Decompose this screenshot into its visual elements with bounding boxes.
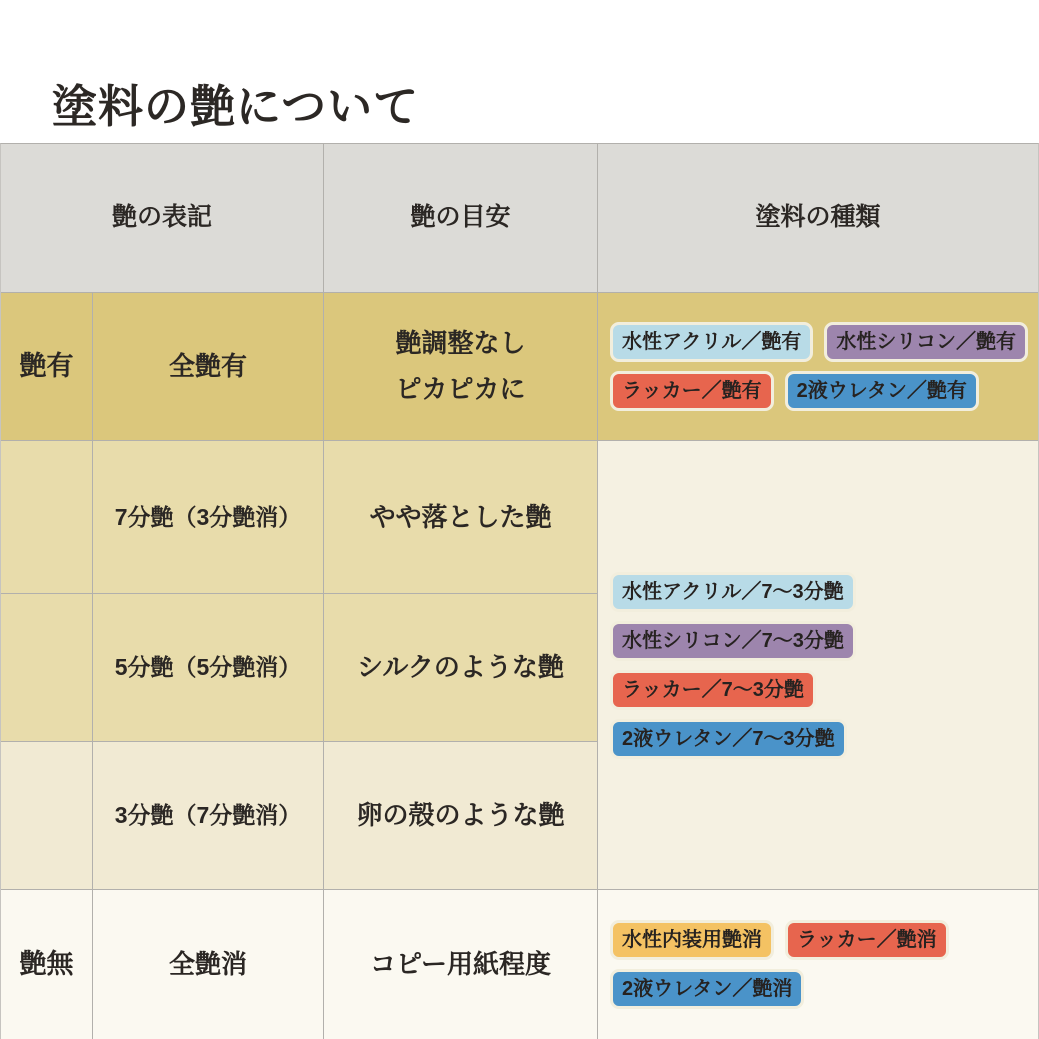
- cell-badges-matte: [598, 890, 1038, 1039]
- badge-water-silicone-glossy: 水性シリコン／艶有: [824, 322, 1028, 362]
- cell-category-matte: 艶無: [1, 890, 92, 1039]
- badge-lacquer-semi: ラッカー／7〜3分艶: [610, 670, 816, 710]
- badge-row: [610, 969, 804, 1009]
- cell-badges-semi-gloss: [598, 441, 1038, 889]
- cell-notation-full-gloss: 全艶有: [93, 293, 323, 440]
- badge-urethane-matte: 2液ウレタン／艶消: [610, 969, 804, 1009]
- gloss-table: [0, 143, 1039, 1039]
- cell-badges-glossy: [598, 293, 1038, 440]
- cell-guide-7bu: やや落とした艶: [324, 441, 597, 593]
- cell-guide-full-gloss: [324, 293, 597, 440]
- guide-line-2: ピカピカに: [395, 373, 526, 404]
- badge-row: [610, 322, 1028, 362]
- cell-notation-7bu: 7分艶（3分艶消）: [93, 441, 323, 593]
- header-gloss-notation: 艶の表記: [1, 144, 323, 292]
- cell-category-empty-5bu: [1, 594, 92, 741]
- cell-guide-5bu: シルクのような艶: [324, 594, 597, 741]
- badge-lacquer-matte: ラッカー／艶消: [785, 920, 949, 960]
- cell-notation-5bu: 5分艶（5分艶消）: [93, 594, 323, 741]
- cell-category-empty-3bu: [1, 742, 92, 889]
- badge-urethane-semi: 2液ウレタン／7〜3分艶: [610, 719, 847, 759]
- cell-notation-3bu: 3分艶（7分艶消）: [93, 742, 323, 889]
- badge-water-silicone-semi: 水性シリコン／7〜3分艶: [610, 621, 856, 661]
- badge-row: [610, 920, 949, 960]
- badge-water-acrylic-semi: 水性アクリル／7〜3分艶: [610, 572, 856, 612]
- badge-row: [610, 371, 979, 411]
- cell-category-glossy: 艶有: [1, 293, 92, 440]
- badge-water-acrylic-glossy: 水性アクリル／艶有: [610, 322, 813, 362]
- badge-water-interior-matte: 水性内装用艶消: [610, 920, 774, 960]
- badge-urethane-glossy: 2液ウレタン／艶有: [785, 371, 979, 411]
- page-title: 塗料の艶について: [52, 81, 420, 133]
- header-gloss-guide: 艶の目安: [324, 144, 597, 292]
- cell-guide-3bu: 卵の殻のような艶: [324, 742, 597, 889]
- cell-guide-full-matte: コピー用紙程度: [324, 890, 597, 1039]
- guide-line-1: 艶調整なし: [395, 328, 526, 358]
- header-paint-type: 塗料の種類: [598, 144, 1038, 292]
- badge-lacquer-glossy: ラッカー／艶有: [610, 371, 774, 411]
- cell-category-empty-7bu: [1, 441, 92, 593]
- cell-notation-full-matte: 全艶消: [93, 890, 323, 1039]
